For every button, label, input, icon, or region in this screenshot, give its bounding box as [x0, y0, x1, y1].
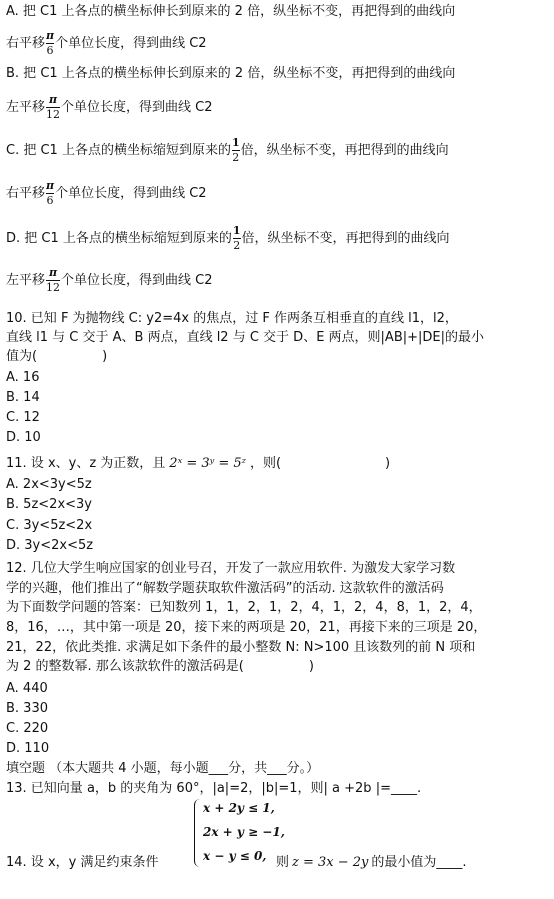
one-half-fraction: $\frac{1}{2}$ — [231, 136, 240, 164]
option-a-line2 — [6, 30, 207, 57]
pi-over-12-fraction: $\frac{\pi}{12}$ — [46, 266, 61, 294]
option-a-pre: 右平移 — [6, 36, 46, 51]
option-d-post2: 个单位长度，得到曲线 C2 — [61, 273, 213, 288]
q11-option: C. 3y<5z<2x — [6, 518, 93, 533]
q11-option: B. 5z<2x<3y — [6, 497, 92, 512]
q10-line: 直线 l1 与 C 交于 A、B 两点，直线 l2 与 C 交于 D、E 两点，则|AB|+|DE|的最小 — [6, 330, 484, 345]
fill-in-heading: 填空题 （本大题共 4 小题，每小题___分，共___分。） — [6, 761, 320, 776]
option-a-line1: A. 把 C1 上各点的横坐标伸长到原来的 2 倍，纵坐标不变，再把得到的曲线向 — [6, 4, 456, 19]
pi-over-6-fraction: $\frac{\pi}{6}$ — [46, 179, 55, 207]
q11-option: D. 3y<2x<5z — [6, 538, 94, 553]
constraint-system — [194, 799, 285, 867]
q14-tail — [276, 855, 467, 871]
constraint-row: 2x + y ≥ −1, — [203, 825, 285, 839]
option-d-pre: D. 把 C1 上各点的横坐标缩短到原来的 — [6, 231, 232, 246]
option-c-line2 — [6, 180, 207, 207]
option-d-pre2: 左平移 — [6, 273, 46, 288]
option-d-line2 — [6, 267, 213, 294]
option-c-pre: C. 把 C1 上各点的横坐标缩短到原来的 — [6, 143, 231, 158]
q14-pre: 14. 设 x，y 满足约束条件 — [6, 855, 159, 870]
q12-line: 8，16，…，其中第一项是 20，接下来的两项是 20，21，再接下来的三项是 20， — [6, 620, 487, 635]
q12-option: A. 440 — [6, 681, 48, 696]
q13-line: 13. 已知向量 a，b 的夹角为 60°，|a|=2，|b|=1，则| a +2b |=____. — [6, 781, 422, 796]
q11-stem-post: ，则( ) — [249, 456, 391, 471]
pi-over-6-fraction: $\frac{\pi}{6}$ — [46, 29, 55, 57]
q10-option: C. 12 — [6, 410, 40, 425]
q12-line: 12. 几位大学生响应国家的创业号召，开发了一款应用软件. 为激发大家学习数 — [6, 561, 456, 576]
q10-line: 值为( ) — [6, 349, 108, 364]
q12-line: 为下面数学问题的答案：已知数列 1，1，2，1，2，4，1，2，4，8，1，2，4， — [6, 600, 482, 615]
q12-option: D. 110 — [6, 741, 50, 756]
q14-mid: 则 — [276, 855, 290, 870]
q12-line: 21，22，依此类推. 求满足如下条件的最小整数 N: N>100 且该数列的前 N 项和 — [6, 640, 476, 655]
constraint-row: x + 2y ≤ 1, — [203, 801, 275, 815]
q10-line: 10. 已知 F 为抛物线 C: y2=4x 的焦点，过 F 作两条互相垂直的直线 l1，l2， — [6, 311, 458, 326]
q10-option: B. 14 — [6, 390, 40, 405]
option-c-post1: 倍，纵坐标不变，再把得到的曲线向 — [240, 143, 449, 158]
q12-line: 为 2 的整数幂. 那么该款软件的激活码是( ) — [6, 659, 314, 674]
option-b-line2 — [6, 94, 213, 121]
constraint-row: x − y ≤ 0, — [203, 849, 267, 863]
option-d-line1 — [6, 225, 450, 252]
q10-option: D. 10 — [6, 430, 41, 445]
option-b-post: 个单位长度，得到曲线 C2 — [61, 100, 213, 115]
pi-over-12-fraction: $\frac{\pi}{12}$ — [46, 93, 61, 121]
q14-objective: z = 3x − 2y — [292, 855, 369, 870]
one-half-fraction: $\frac{1}{2}$ — [232, 224, 241, 252]
q11-equation: 2ˣ = 3ʸ = 5ᶻ — [169, 456, 246, 471]
q14-post: 的最小值为____. — [371, 855, 467, 870]
q11-option: A. 2x<3y<5z — [6, 477, 92, 492]
option-c-pre2: 右平移 — [6, 186, 46, 201]
q11-stem-pre: 11. 设 x、y、z 为正数，且 — [6, 456, 166, 471]
q10-option: A. 16 — [6, 370, 40, 385]
option-a-post: 个单位长度，得到曲线 C2 — [55, 36, 207, 51]
option-c-line1 — [6, 137, 449, 164]
q12-option: B. 330 — [6, 701, 48, 716]
q12-line: 学的兴趣，他们推出了“解数学题获取软件激活码”的活动. 这款软件的激活码 — [6, 581, 444, 596]
option-b-pre: 左平移 — [6, 100, 46, 115]
q12-option: C. 220 — [6, 721, 49, 736]
option-c-post2: 个单位长度，得到曲线 C2 — [55, 186, 207, 201]
q11-stem — [6, 456, 390, 472]
option-d-post1: 倍，纵坐标不变，再把得到的曲线向 — [241, 231, 450, 246]
option-b-line1: B. 把 C1 上各点的横坐标伸长到原来的 2 倍，纵坐标不变，再把得到的曲线向 — [6, 66, 456, 81]
